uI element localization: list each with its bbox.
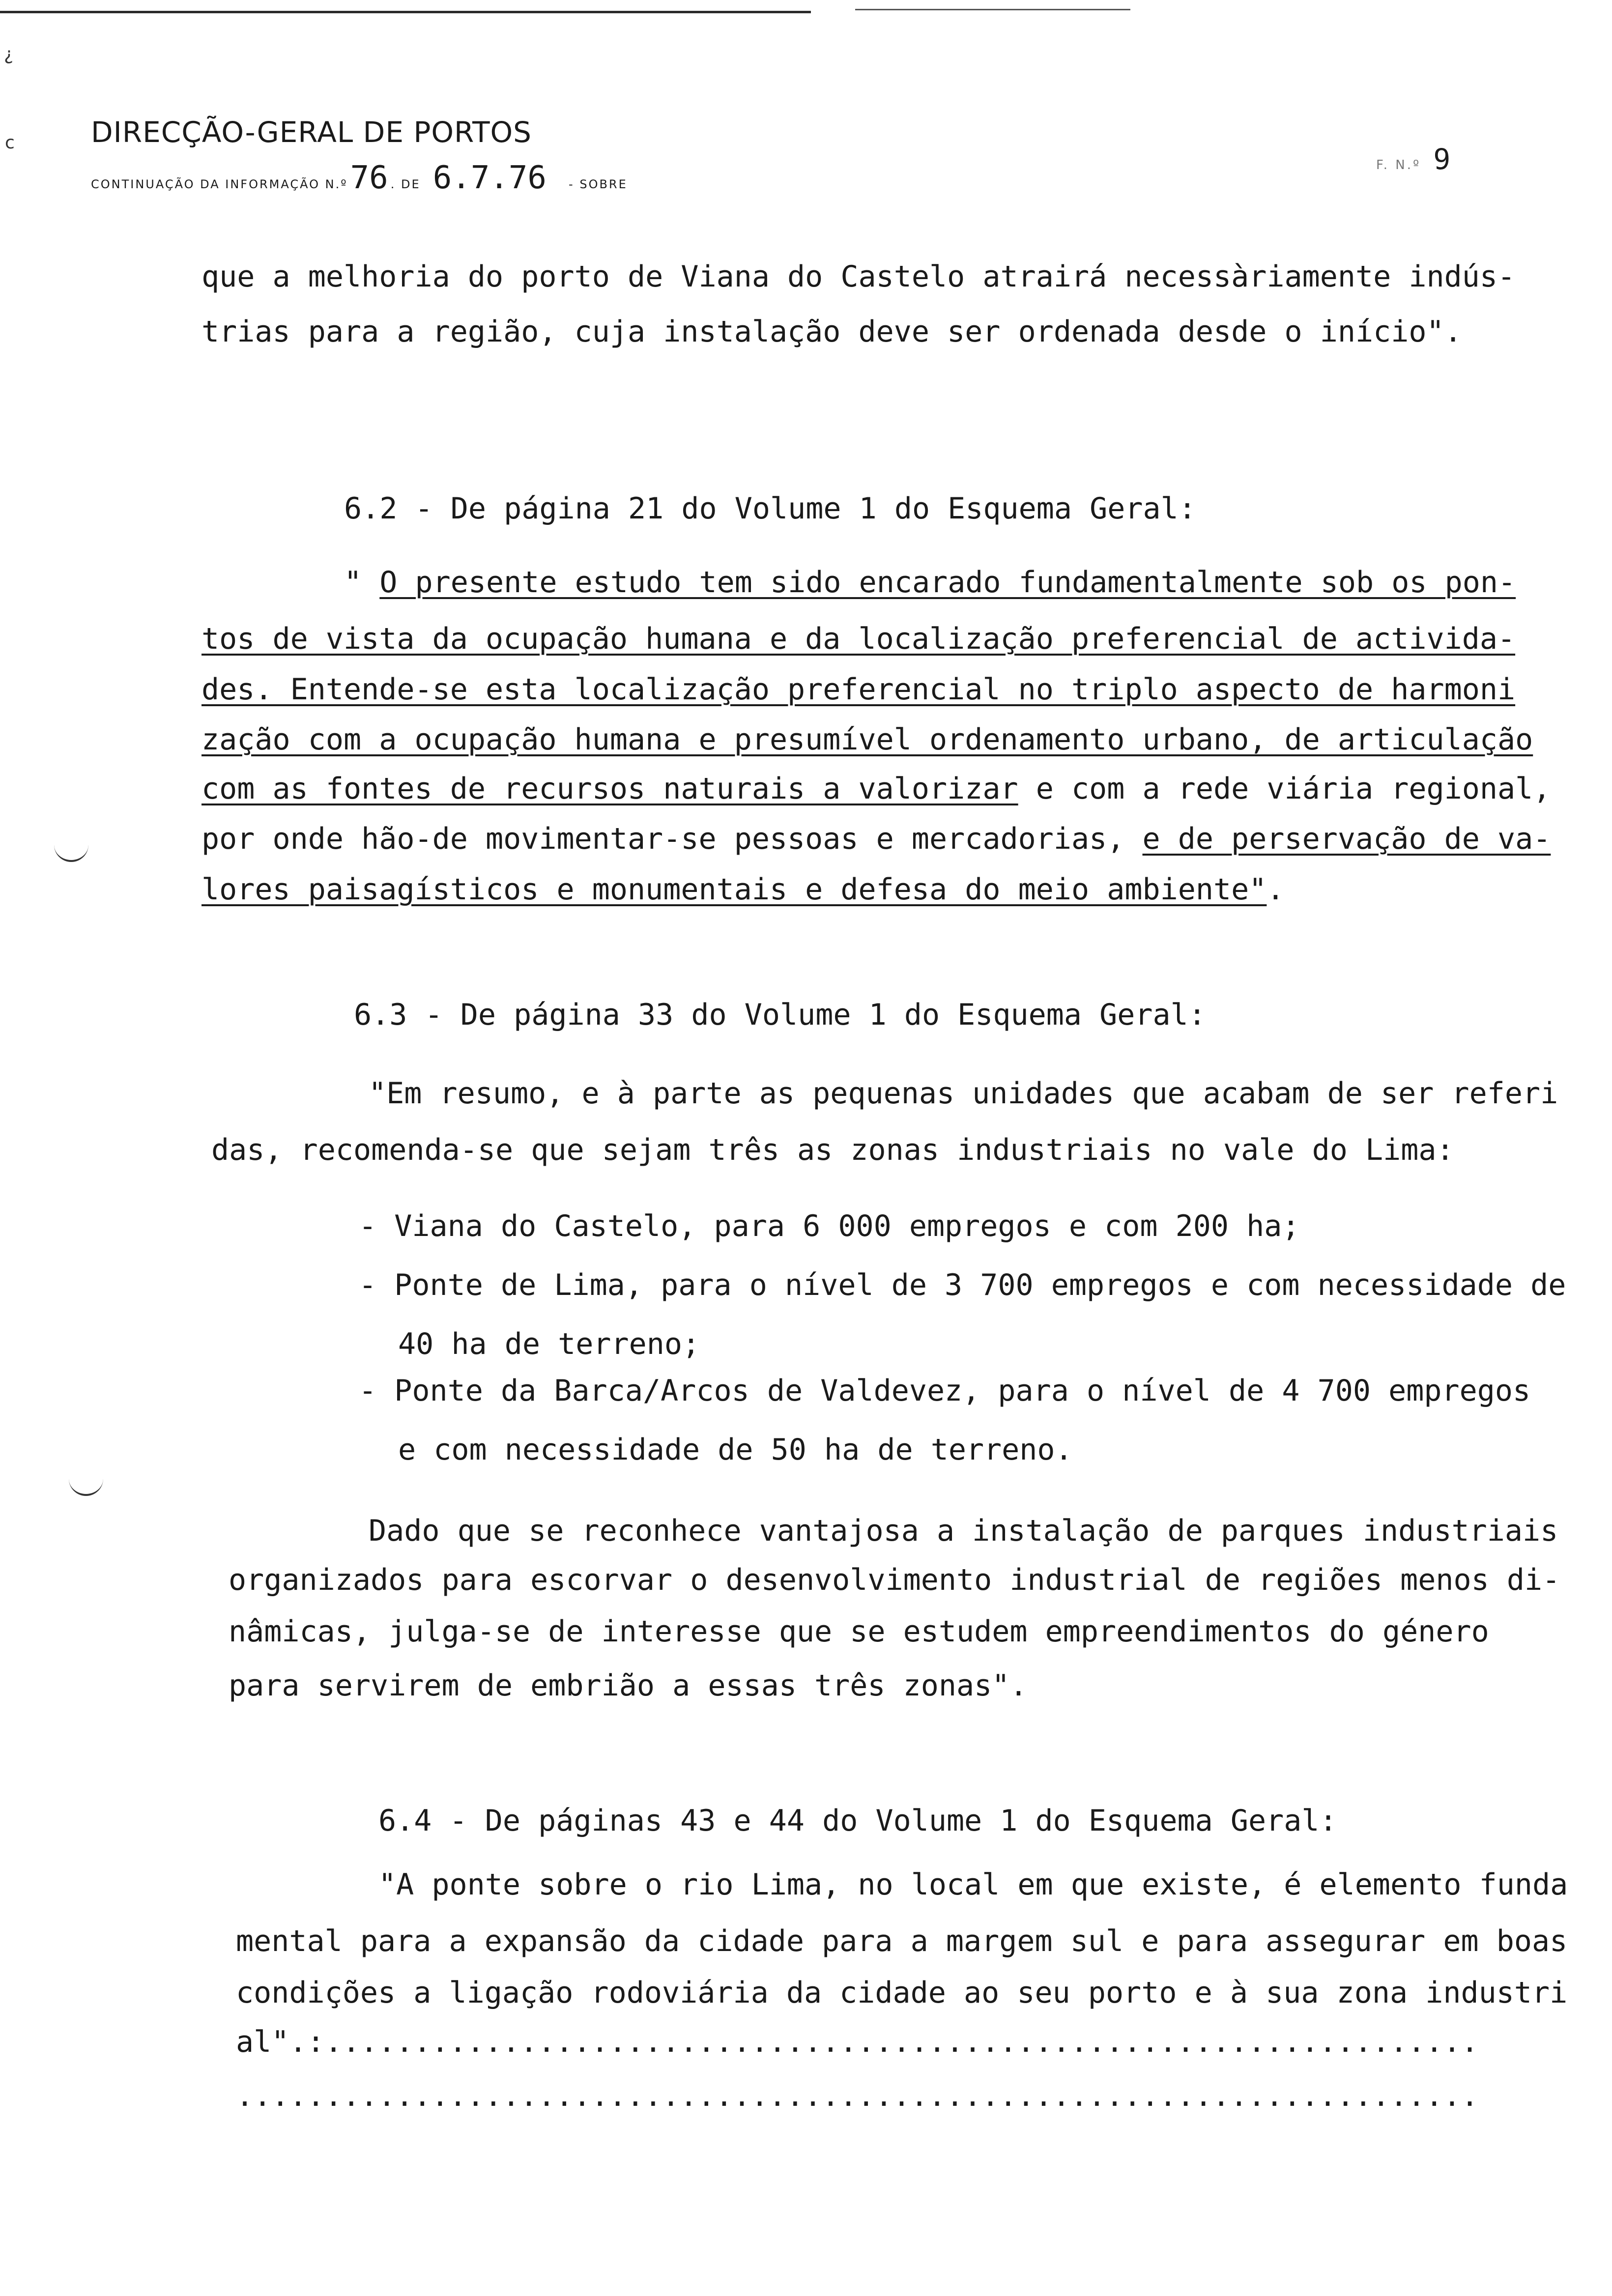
quote-6-2-line-7 — [202, 872, 1285, 907]
plain-text: e com a rede viária regional, — [1018, 772, 1551, 806]
quote-6-4-line-2: mental para a expansão da cidade para a margem sul e para assegurar em boas — [236, 1924, 1568, 1958]
top-rule — [0, 11, 811, 13]
underlined-text: lores paisagísticos e monumentais e defesa do meio ambiente" — [202, 872, 1267, 907]
section-6-4-heading: 6.4 - De páginas 43 e 44 do Volume 1 do Esquema Geral: — [378, 1804, 1337, 1838]
date-label: . DE — [390, 177, 421, 191]
list-item-ponte-lima-cont: 40 ha de terreno; — [398, 1327, 700, 1361]
quote-6-2-line-5 — [202, 772, 1551, 806]
section-6-3-heading: 6.3 - De página 33 do Volume 1 do Esquema Geral: — [354, 998, 1206, 1032]
sheet-number: 9 — [1433, 143, 1451, 176]
list-item-ponte-barca: - Ponte da Barca/Arcos de Valdevez, para o nível de 4 700 empregos — [359, 1374, 1531, 1408]
sheet-label: F. N.º — [1376, 158, 1421, 172]
continuation-label: CONTINUAÇÃO DA INFORMAÇÃO N.º — [91, 177, 348, 191]
paragraph-6-3-line-1: Dado que se reconhece vantajosa a instalação de parques industriais — [369, 1514, 1558, 1548]
open-quote: " — [344, 565, 380, 600]
paragraph-6-3-line-3: nâmicas, julga-se de interesse que se estudem empreendimentos do género — [229, 1614, 1489, 1649]
plain-text: por onde hão-de movimentar-se pessoas e mercadorias, — [202, 822, 1143, 856]
quote-6-4-line-1: "A ponte sobre o rio Lima, no local em que existe, é elemento funda — [378, 1867, 1568, 1902]
quote-6-2-line-2: tos de vista da ocupação humana e da localização preferencial de activida- — [202, 622, 1516, 656]
sheet-number-block — [1376, 143, 1450, 176]
quote-6-2-line-4: zação com a ocupação humana e presumível ordenamento urbano, de articulação — [202, 722, 1533, 757]
subject-label: - SOBRE — [569, 177, 628, 191]
underlined-text: O presente estudo tem sido encarado fundamentalmente sob os pon- — [379, 565, 1516, 600]
quote-6-4-line-4: al".:................................................................. — [236, 2025, 1479, 2059]
quote-6-3-line-2: das, recomenda-se que sejam três as zonas industriais no vale do Lima: — [211, 1133, 1454, 1167]
margin-mark-left: c — [5, 133, 15, 153]
document-date: 6.7.76 — [432, 160, 547, 196]
margin-mark-top: ¿ — [4, 44, 14, 64]
paragraph-6-3-line-4: para servirem de embrião a essas três zonas". — [229, 1668, 1028, 1703]
top-rule-secondary — [855, 9, 1130, 10]
info-number: 76 — [350, 160, 388, 196]
quote-6-2-line-6 — [202, 822, 1551, 856]
underlined-text: com as fontes de recursos naturais a valorizar — [202, 772, 1018, 806]
body-line-2: trias para a região, cuja instalação deve ser ordenada desde o início". — [202, 315, 1462, 349]
plain-text: . — [1267, 872, 1285, 907]
continuation-header — [91, 160, 628, 196]
section-6-2-heading: 6.2 - De página 21 do Volume 1 do Esquema Geral: — [344, 491, 1196, 526]
org-name: DIRECÇÃO-GERAL DE PORTOS — [91, 115, 532, 149]
margin-pencil-mark — [69, 1474, 103, 1496]
list-item-ponte-barca-cont: e com necessidade de 50 ha de terreno. — [398, 1433, 1073, 1467]
margin-pencil-mark — [54, 840, 88, 862]
quote-6-3-line-1: "Em resumo, e à parte as pequenas unidades que acabam de ser referi — [369, 1076, 1558, 1111]
dotted-fill-line: ...................................................................... — [236, 2079, 1479, 2113]
list-item-viana: - Viana do Castelo, para 6 000 empregos e com 200 ha; — [359, 1209, 1300, 1243]
list-item-ponte-lima: - Ponte de Lima, para o nível de 3 700 empregos e com necessidade de — [359, 1268, 1566, 1302]
quote-6-2-line-1 — [344, 565, 1516, 600]
paragraph-6-3-line-2: organizados para escorvar o desenvolvimento industrial de regiões menos di- — [229, 1563, 1560, 1597]
underlined-text: e de perservação de va- — [1142, 822, 1551, 856]
body-line-1: que a melhoria do porto de Viana do Castelo atrairá necessàriamente indús- — [202, 259, 1516, 294]
quote-6-2-line-3: des. Entende-se esta localização preferencial no triplo aspecto de harmoni — [202, 672, 1516, 707]
quote-6-4-line-3: condições a ligação rodoviária da cidade ao seu porto e à sua zona industri — [236, 1976, 1568, 2010]
